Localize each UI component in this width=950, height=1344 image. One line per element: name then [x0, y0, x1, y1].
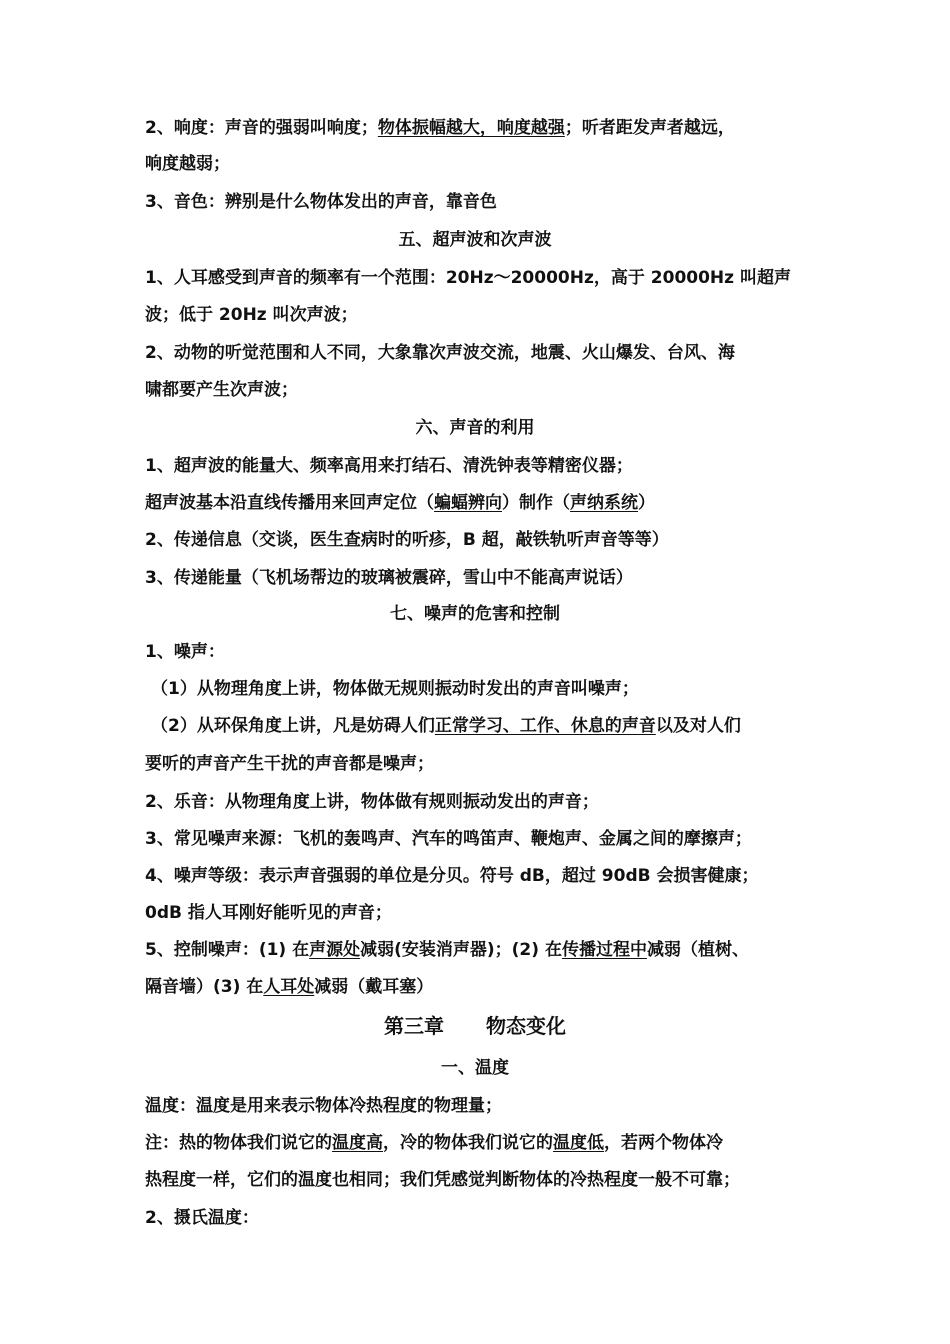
text: ，冷的物体我们说它的 — [383, 1133, 553, 1153]
text: 减弱(安装消声器)；(2) 在 — [360, 940, 562, 960]
paragraph-line: 2、乐音：从物理角度上讲，物体做有规则振动发出的声音； — [145, 792, 599, 812]
text: ）制作（ — [502, 493, 570, 513]
chapter-number: 第三章 — [384, 1014, 444, 1038]
text: 减弱（植树、 — [646, 940, 749, 960]
paragraph-line: 1、噪声： — [145, 642, 225, 662]
text: 隔音墙）(3) 在 — [145, 977, 264, 997]
section-heading: 一、温度 — [441, 1058, 509, 1078]
loudness-line-cont: 响度越弱； — [145, 154, 230, 174]
section-heading: 六、声音的利用 — [415, 418, 535, 438]
underlined-text: 正常学习、工作、休息的声音 — [434, 716, 656, 736]
paragraph-line — [145, 491, 655, 515]
paragraph-line: 热程度一样，它们的温度也相同；我们凭感觉判断物体的冷热程度一般不可靠； — [145, 1170, 740, 1190]
paragraph-line — [151, 714, 741, 738]
loudness-line — [145, 116, 735, 140]
timbre-line: 3、音色：辨别是什么物体发出的声音，靠音色 — [145, 192, 497, 212]
paragraph-line — [145, 1131, 723, 1155]
text: ） — [638, 493, 655, 513]
paragraph-line: 2、摄氏温度： — [145, 1208, 259, 1228]
text: 注：热的物体我们说它的 — [145, 1133, 332, 1153]
paragraph-line: 0dB 指人耳刚好能听见的声音； — [145, 903, 392, 923]
text: 超声波基本沿直线传播用来回声定位（ — [145, 493, 434, 513]
underlined-text: 人耳处 — [263, 977, 315, 997]
chapter-name: 物态变化 — [486, 1014, 566, 1038]
paragraph-line: （1）从物理角度上讲，物体做无规则振动时发出的声音叫噪声； — [151, 679, 639, 699]
paragraph-line: 啸都要产生次声波； — [145, 380, 298, 400]
paragraph-line: 温度：温度是用来表示物体冷热程度的物理量； — [145, 1096, 502, 1116]
paragraph-line: 要听的声音产生干扰的声音都是噪声； — [145, 754, 434, 774]
text: ，若两个物体冷 — [604, 1133, 723, 1153]
text: （2）从环保角度上讲，凡是妨碍人们 — [151, 716, 435, 736]
paragraph-line: 波；低于 20Hz 叫次声波； — [145, 305, 358, 325]
text: 以及对人们 — [655, 716, 741, 736]
underlined-text: 声纳系统 — [570, 493, 638, 513]
section-heading: 七、噪声的危害和控制 — [390, 604, 560, 624]
underlined-text: 声源处 — [309, 940, 361, 960]
paragraph-line: 2、传递信息（交谈，医生查病时的听疹，B 超，敲铁轨听声音等等） — [145, 530, 669, 550]
text: 2、响度：声音的强弱叫响度； — [145, 118, 378, 138]
paragraph-line: 2、动物的听觉范围和人不同，大象靠次声波交流，地震、火山爆发、台风、海 — [145, 343, 735, 363]
paragraph-line: 3、传递能量（飞机场帮边的玻璃被震碎，雪山中不能高声说话） — [145, 568, 633, 588]
text: 5、控制噪声：(1) 在 — [145, 940, 310, 960]
underlined-text: 温度高 — [332, 1133, 383, 1153]
text: 减弱（戴耳塞） — [314, 977, 434, 997]
underlined-text: 传播过程中 — [561, 940, 647, 960]
paragraph-line: 4、噪声等级：表示声音强弱的单位是分贝。符号 dB，超过 90dB 会损害健康； — [145, 866, 759, 886]
chapter-title — [0, 1014, 950, 1038]
paragraph-line: 1、超声波的能量大、频率高用来打结石、清洗钟表等精密仪器； — [145, 456, 633, 476]
underlined-text: 物体振幅越大，响度越强 — [377, 118, 565, 138]
paragraph-line: 3、常见噪声来源：飞机的轰鸣声、汽车的鸣笛声、鞭炮声、金属之间的摩擦声； — [145, 829, 752, 849]
underlined-text: 蝙蝠辨向 — [434, 493, 502, 513]
underlined-text: 温度低 — [553, 1133, 604, 1153]
paragraph-line — [145, 938, 749, 962]
paragraph-line: 1、人耳感受到声音的频率有一个范围：20Hz～20000Hz，高于 20000Hz 叫超声 — [145, 268, 791, 288]
paragraph-line — [145, 975, 433, 999]
section-heading: 五、超声波和次声波 — [398, 230, 552, 250]
text: ；听者距发声者越远， — [564, 118, 735, 138]
